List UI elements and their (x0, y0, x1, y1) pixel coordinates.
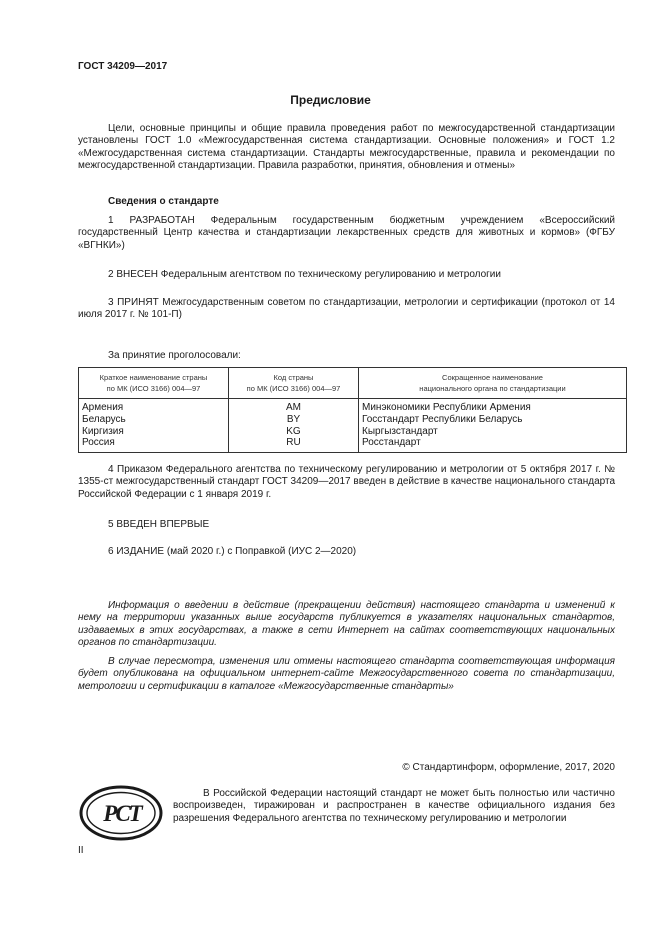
country-code-cell: RU (229, 437, 359, 452)
header-national-body (359, 368, 627, 399)
item-introduced: 2 ВНЕСЕН Федеральным агентством по техническому регулированию и метрологии (108, 269, 501, 280)
header-line: по МК (ИСО 3166) 004—97 (246, 384, 341, 393)
country-name-cell: Киргизия (79, 426, 229, 438)
country-name-cell: Армения (79, 399, 229, 414)
table-row (79, 437, 627, 452)
rst-logo-text: РСТ (103, 801, 141, 826)
header-line: Сокращенное наименование (442, 373, 543, 382)
header-line: Код страны (273, 373, 314, 382)
country-code-cell: BY (229, 414, 359, 426)
country-code-cell: KG (229, 426, 359, 438)
header-country-code (229, 368, 359, 399)
rst-logo (79, 785, 163, 841)
votes-table-header (79, 368, 627, 399)
document-header: ГОСТ 34209—2017 (78, 61, 168, 72)
table-row (79, 414, 627, 426)
item-first-time: 5 ВВЕДЕН ВПЕРВЫЕ (108, 519, 210, 530)
national-body-cell: Кыргызстандарт (359, 426, 627, 438)
country-name-cell: Беларусь (79, 414, 229, 426)
item-edition: 6 ИЗДАНИЕ (май 2020 г.) с Поправкой (ИУС 2—2020) (108, 546, 357, 557)
country-name-cell: Россия (79, 437, 229, 452)
item-adopted: 3 ПРИНЯТ Межгосударственным советом по стандартизации, метрологии и сертификации (протокол от 14 июля 2017 г. № 101-П) (78, 297, 615, 321)
votes-table (78, 367, 627, 453)
copyright: © Стандартинформ, оформление, 2017, 2020 (402, 762, 615, 773)
rst-logo-icon (79, 785, 163, 841)
info-note: В случае пересмотра, изменения или отмены настоящего стандарта соответствующая информация будет опубликована на официальном интернет-сайте Межгосударственного совета по стандартизации, метрологии и сертификации в каталоге «Межгосударственные стандарты» (78, 656, 615, 692)
header-line: национального органа по стандартизации (419, 384, 566, 393)
intro-paragraph: Цели, основные принципы и общие правила проведения работ по межгосударственной стандартизации установлены ГОСТ 1.0 «Межгосударственная система стандартизации. Основные положения» и ГОСТ 1.2 «Межгосударственная система стандартизации. Стандарты межгосударственные, правила и рекомендации по межгосударственной стандартизации. Правила разработки, принятия, обновления и отмены» (78, 123, 615, 171)
header-line: Краткое наименование страны (99, 373, 208, 382)
about-heading: Сведения о стандарте (108, 196, 219, 207)
table-row (79, 426, 627, 438)
table-row (79, 399, 627, 414)
page-title: Предисловие (290, 93, 371, 107)
page-number: II (78, 845, 84, 856)
country-code-cell: AM (229, 399, 359, 414)
header-country-name (79, 368, 229, 399)
copyright-notice: В Российской Федерации настоящий стандарт не может быть полностью или частично воспроизведен, тиражирован и распространен в качестве официального издания без разрешения Федерального агентства по техническому регулированию и метрологии (173, 788, 615, 824)
national-body-cell: Минэкономики Республики Армения (359, 399, 627, 414)
item-order: 4 Приказом Федерального агентства по техническому регулированию и метрологии от 5 октября 2017 г. № 1355-ст межгосударственный стандарт ГОСТ 34209—2017 введен в действие в качестве национального стандарта Российской Федерации с 1 января 2019 г. (78, 464, 616, 500)
national-body-cell: Госстандарт Республики Беларусь (359, 414, 627, 426)
voted-label: За принятие проголосовали: (108, 350, 241, 361)
header-line: по МК (ИСО 3166) 004—97 (106, 384, 201, 393)
item-developed: 1 РАЗРАБОТАН Федеральным государственным бюджетным учреждением «Всероссийский государственный Центр качества и стандартизации лекарственных средств для животных и кормов» (ФГБУ «ВГНКИ») (78, 215, 615, 251)
info-note: Информация о введении в действие (прекращении действия) настоящего стандарта и изменений к нему на территории указанных выше государств публикуется в указателях национальных стандартов, издаваемых в этих государствах, а также в сети Интернет на сайтах соответствующих национальных органов по стандартизации. (78, 600, 615, 648)
national-body-cell: Росстандарт (359, 437, 627, 452)
